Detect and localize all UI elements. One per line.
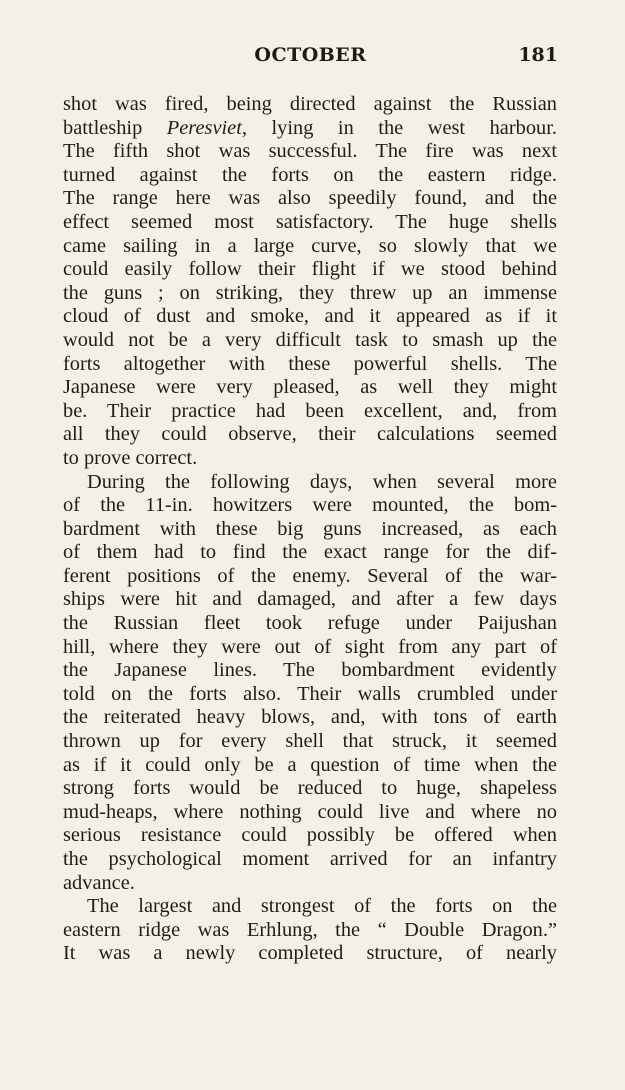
text-line: shot was fired, being directed against the Russian [63, 93, 557, 115]
text-line: The fifth shot was successful. The fire was next [63, 140, 557, 163]
body-text [63, 93, 557, 966]
ship-name: Peresviet, [166, 116, 247, 139]
text-line: of the 11-in. howitzers were mounted, the bom- [63, 494, 557, 517]
text-line: the reiterated heavy blows, and, with tons of earth [63, 706, 557, 729]
text-line: thrown up for every shell that struck, it seemed [63, 730, 557, 753]
text-line: During the following days, when several more [87, 470, 557, 493]
text-line: would not be a very difficult task to smash up the [63, 328, 557, 351]
text-line: advance. [63, 871, 135, 894]
text-segment: battleship [63, 116, 167, 139]
text-line: to prove correct. [63, 446, 198, 469]
text-line: It was a newly completed structure, of nearly [63, 942, 557, 965]
text-line [63, 117, 557, 141]
text-line: serious resistance could possibly be offered when [63, 824, 557, 847]
text-line: ships were hit and damaged, and after a few days [63, 588, 557, 611]
text-line: strong forts would be reduced to huge, shapeless [63, 777, 557, 800]
text-line: ferent positions of the enemy. Several of the war- [63, 564, 557, 587]
page-number: 181 [518, 44, 558, 66]
text-line: effect seemed most satisfactory. The huge shells [63, 210, 557, 233]
text-line: hill, where they were out of sight from any part of [63, 635, 557, 658]
text-line: Japanese were very pleased, as well they might [63, 376, 557, 399]
text-line: mud-heaps, where nothing could live and where no [63, 800, 557, 823]
text-line: all they could observe, their calculations seemed [63, 423, 557, 446]
text-line: The largest and strongest of the forts on the [87, 895, 557, 918]
text-line: could easily follow their flight if we stood behind [63, 258, 557, 281]
text-line: turned against the forts on the eastern ridge. [63, 163, 557, 186]
text-line: of them had to find the exact range for the dif- [63, 541, 557, 564]
text-line: the psychological moment arrived for an infantry [63, 848, 557, 870]
running-title: OCTOBER [254, 44, 367, 66]
text-line: cloud of dust and smoke, and it appeared as if it [63, 305, 557, 328]
text-line: forts altogether with these powerful shells. The [63, 352, 557, 375]
text-line: The range here was also speedily found, and the [63, 187, 557, 210]
text-line: the Russian fleet took refuge under Paijushan [63, 612, 557, 635]
text-line: the Japanese lines. The bombardment evidently [63, 659, 557, 682]
text-segment: lying in the west harbour. [247, 116, 557, 139]
text-line: came sailing in a large curve, so slowly that we [63, 234, 557, 257]
text-line: as if it could only be a question of time when the [63, 753, 557, 776]
text-line: the guns ; on striking, they threw up an immense [63, 281, 557, 304]
text-line: eastern ridge was Erhlung, the “ Double Dragon.” [63, 918, 557, 941]
text-line: be. Their practice had been excellent, and, from [63, 399, 557, 422]
page-header [63, 44, 558, 74]
text-line: bardment with these big guns increased, as each [63, 517, 557, 540]
text-line: told on the forts also. Their walls crumbled under [63, 682, 557, 705]
